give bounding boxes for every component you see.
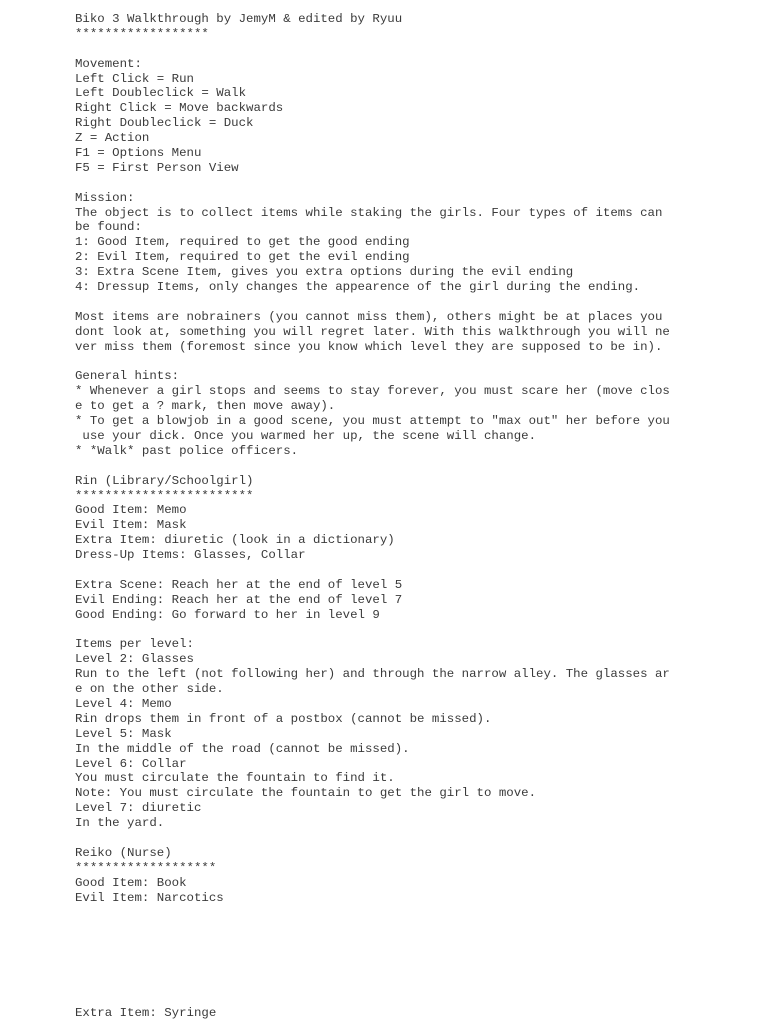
text-line: The object is to collect items while staking the girls. Four types of items can xyxy=(75,205,663,220)
text-line: 1: Good Item, required to get the good ending xyxy=(75,235,410,250)
text-line: * *Walk* past police officers. xyxy=(75,443,299,458)
text-line: Level 4: Memo xyxy=(75,696,172,711)
text-line: Left Doubleclick = Walk xyxy=(75,86,247,101)
text-line: In the yard. xyxy=(75,816,165,831)
text-line: Evil Item: Mask xyxy=(75,518,187,533)
text-line: Z = Action xyxy=(75,131,150,146)
text-line: Right Doubleclick = Duck xyxy=(75,116,254,131)
text-line: ver miss them (foremost since you know which level they are supposed to be in). xyxy=(75,339,663,354)
text-line: e on the other side. xyxy=(75,682,224,697)
text-line: * Whenever a girl stops and seems to stay forever, you must scare her (move clos xyxy=(75,384,670,399)
text-line: Right Click = Move backwards xyxy=(75,101,284,116)
text-line: ****************** xyxy=(75,26,209,41)
text-line xyxy=(75,354,755,369)
text-line: In the middle of the road (cannot be missed). xyxy=(75,741,410,756)
text-line xyxy=(75,831,755,846)
text-line: Evil Item: Narcotics xyxy=(75,890,224,905)
text-line: Extra Scene: Reach her at the end of level 5 xyxy=(75,577,403,592)
text-line: Extra Item: diuretic (look in a dictionary) xyxy=(75,533,395,548)
text-line xyxy=(75,459,755,474)
text-line: 2: Evil Item, required to get the evil ending xyxy=(75,250,410,265)
text-line xyxy=(75,623,755,638)
text-line: be found: xyxy=(75,220,142,235)
text-line: F1 = Options Menu xyxy=(75,146,202,161)
text-line: Most items are nobrainers (you cannot miss them), others might be at places you xyxy=(75,309,663,324)
text-line: Note: You must circulate the fountain to get the girl to move. xyxy=(75,786,537,801)
text-line: Rin drops them in front of a postbox (cannot be missed). xyxy=(75,711,492,726)
text-line xyxy=(75,563,755,578)
text-line xyxy=(75,176,755,191)
text-line xyxy=(75,42,755,57)
text-line: Level 7: diuretic xyxy=(75,801,202,816)
text-line: Level 2: Glasses xyxy=(75,652,194,667)
text-line: Good Item: Book xyxy=(75,875,187,890)
text-line: * To get a blowjob in a good scene, you must attempt to "max out" her before you xyxy=(75,414,670,429)
text-line: Good Ending: Go forward to her in level 9 xyxy=(75,607,380,622)
text-line xyxy=(75,295,755,310)
text-line: You must circulate the fountain to find it. xyxy=(75,771,395,786)
text-line: Level 5: Mask xyxy=(75,726,172,741)
text-line: Good Item: Memo xyxy=(75,503,187,518)
text-line: 4: Dressup Items, only changes the appearence of the girl during the ending. xyxy=(75,280,641,295)
text-line: ******************* xyxy=(75,860,217,875)
extra-item-line: Extra Item: Syringe xyxy=(75,1006,217,1020)
text-line: F5 = First Person View xyxy=(75,160,239,175)
text-line: Dress-Up Items: Glasses, Collar xyxy=(75,548,306,563)
text-line: Run to the left (not following her) and through the narrow alley. The glasses ar xyxy=(75,667,670,682)
text-line: Evil Ending: Reach her at the end of level 7 xyxy=(75,592,403,607)
text-line: dont look at, something you will regret later. With this walkthrough you will ne xyxy=(75,324,670,339)
text-line: e to get a ? mark, then move away). xyxy=(75,399,336,414)
text-line: 3: Extra Scene Item, gives you extra options during the evil ending xyxy=(75,265,574,280)
text-line: Movement: xyxy=(75,56,142,71)
walkthrough-document xyxy=(75,12,755,905)
text-line: Left Click = Run xyxy=(75,71,194,86)
text-line: use your dick. Once you warmed her up, the scene will change. xyxy=(75,428,537,443)
text-line: General hints: xyxy=(75,369,180,384)
text-line: Mission: xyxy=(75,190,135,205)
text-line: Items per level: xyxy=(75,637,194,652)
text-line: Biko 3 Walkthrough by JemyM & edited by Ryuu xyxy=(75,12,403,26)
text-line: Rin (Library/Schoolgirl) xyxy=(75,473,254,488)
text-line: Reiko (Nurse) xyxy=(75,845,172,860)
text-line: Level 6: Collar xyxy=(75,756,187,771)
text-line: ************************ xyxy=(75,488,254,503)
